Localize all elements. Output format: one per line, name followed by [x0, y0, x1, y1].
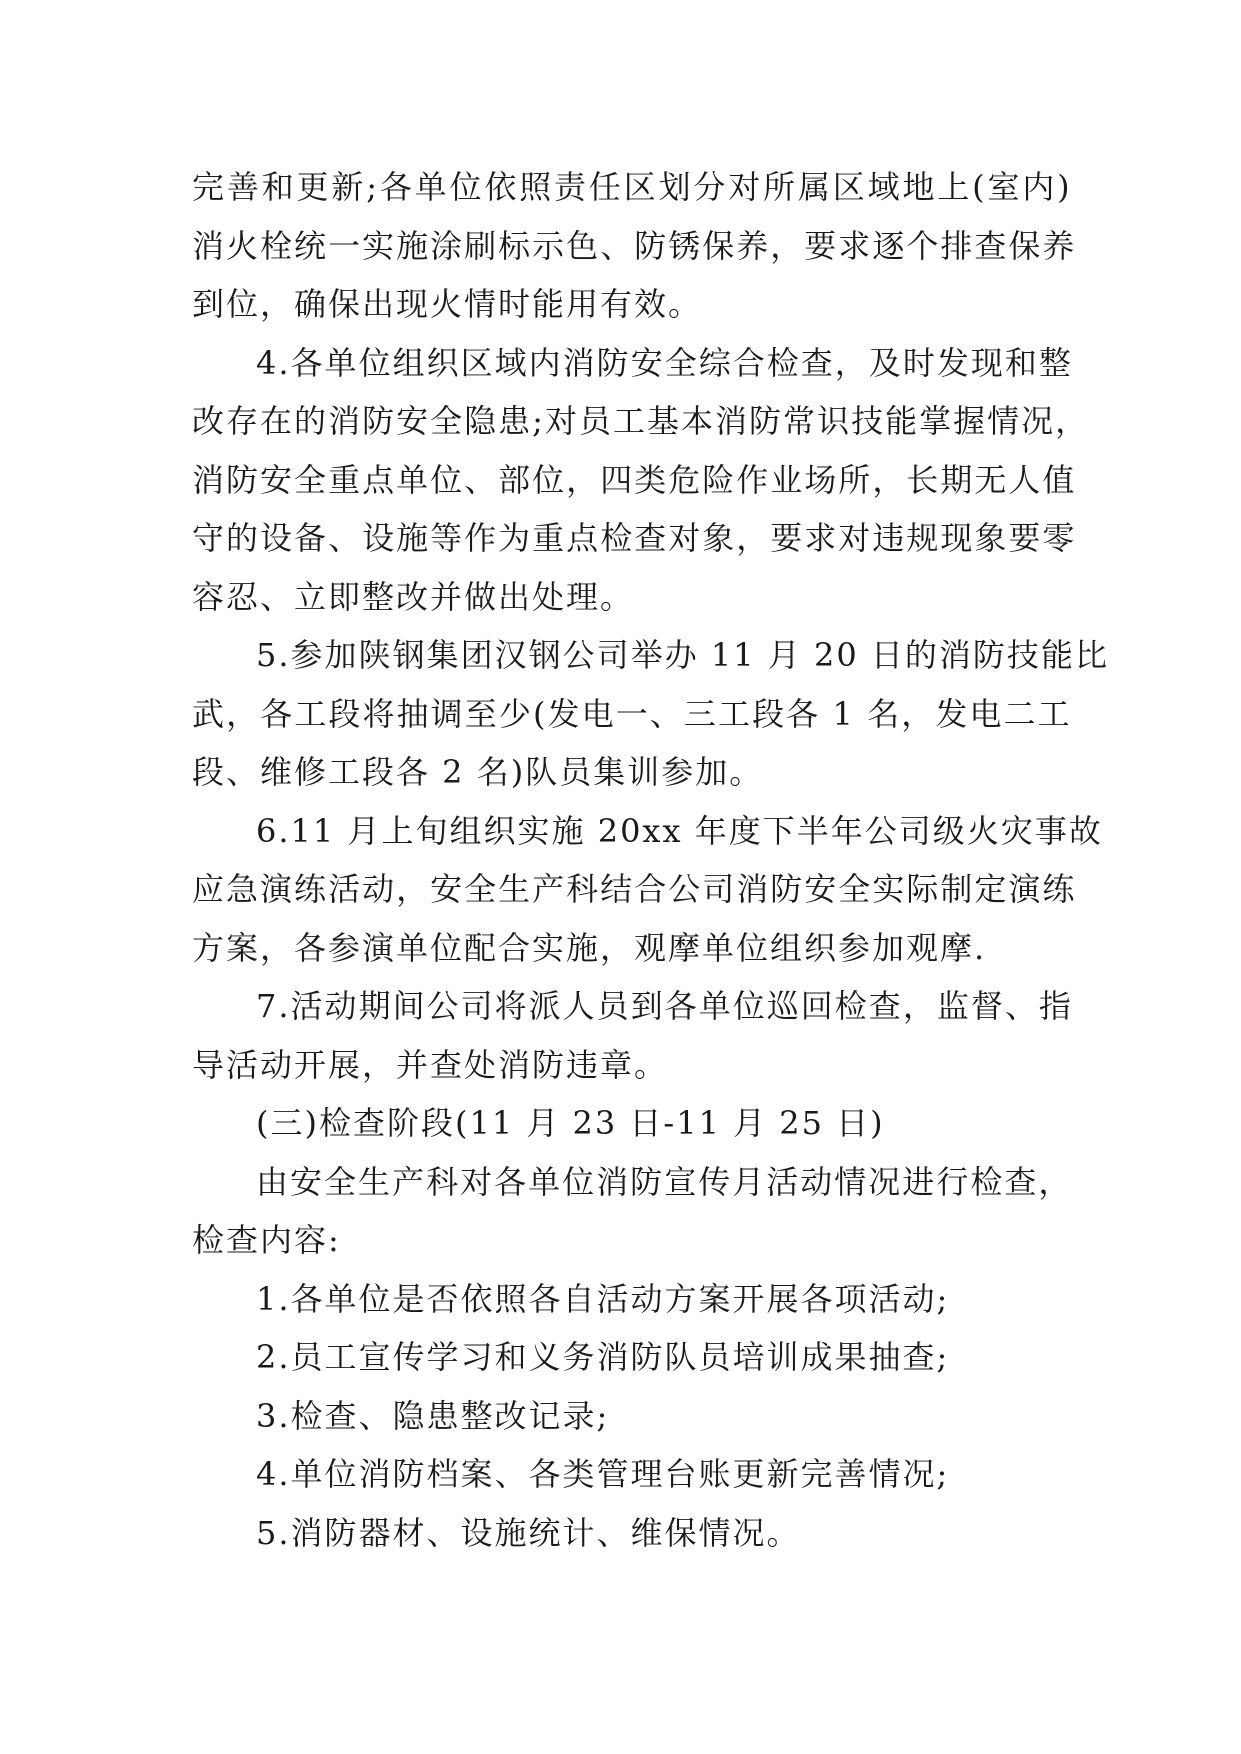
text-line: 4 . 各 单 位 组 织 区 域 内 消 防 安 全 综 合 检 查 ， 及 时 发 现 和 整 — [256, 343, 1073, 382]
text-line: 容忍、立即整改并做出处理。 — [192, 577, 635, 616]
text-line: 检查内容: — [192, 1221, 341, 1259]
text-line: 应 急 演 练 活 动 ， 安 全 生 产 科 结 合 公 司 消 防 安 全 实 际 制 定 演 练 — [192, 870, 1077, 908]
text-line: 武 ， 各 工 段 将 抽 调 至 少 ( 发 电 一 、 三 工 段 各 1 名 ， 发 电 二 工 — [192, 694, 1072, 733]
text-line: 改 存 在 的 消 防 安 全 隐 患 ; 对 员 工 基 本 消 防 常 识 技 能 掌 握 情 况 ， — [192, 402, 1090, 440]
text-line: 消 防 安 全 重 点 单 位 、 部 位 ， 四 类 危 险 作 业 场 所 ， 长 期 无 人 值 — [192, 460, 1077, 499]
text-line: 消 火 栓 统 一 实 施 涂 刷 标 示 色 、 防 锈 保 养 ， 要 求 逐 个 排 查 保 养 — [192, 226, 1077, 265]
document-body — [192, 158, 1109, 1562]
text-line: 4.单位消防档案、各类管理台账更新完善情况; — [256, 1455, 950, 1493]
text-line: 5.消防器材、设施统计、维保情况。 — [256, 1513, 801, 1552]
text-line: 守 的 设 备 、 设 施 等 作 为 重 点 检 查 对 象 ， 要 求 对 违 规 现 象 要 零 — [192, 519, 1077, 557]
text-line: 由 安 全 生 产 科 对 各 单 位 消 防 宣 传 月 活 动 情 况 进 行 检 查 ， — [256, 1162, 1073, 1201]
text-line: 导活动开展，并查处消防违章。 — [192, 1045, 669, 1084]
text-line: 2.员工宣传学习和义务消防队员培训成果抽查; — [256, 1338, 950, 1376]
text-line: 3.检查、隐患整改记录; — [256, 1396, 610, 1435]
text-line: 段、维修工段各 2 名)队员集训参加。 — [192, 753, 764, 791]
text-line: 完 善 和 更 新 ; 各 单 位 依 照 责 任 区 划 分 对 所 属 区 域 地 上 ( 室 内 ) — [192, 168, 1072, 206]
text-line: 5 . 参 加 陕 钢 集 团 汉 钢 公 司 举 办 11 月 20 日 的 消 防 技 能 比 — [256, 636, 1109, 674]
text-line: 1.各单位是否依照各自活动方案开展各项活动; — [256, 1279, 950, 1318]
text-line: 6 . 11 月 上 旬 组 织 实 施 20xx 年 度 下 半 年 公 司 级 火 灾 事 故 — [256, 811, 1103, 850]
text-line: 方案，各参演单位配合实施，观摩单位组织参加观摩. — [192, 928, 987, 967]
text-line: (三)检查阶段(11 月 23 日-11 月 25 日) — [256, 1104, 885, 1142]
text-line: 到位，确保出现火情时能用有效。 — [192, 285, 703, 323]
text-line: 7 . 活 动 期 间 公 司 将 派 人 员 到 各 单 位 巡 回 检 查 ， 监 督 、 指 — [256, 987, 1073, 1025]
